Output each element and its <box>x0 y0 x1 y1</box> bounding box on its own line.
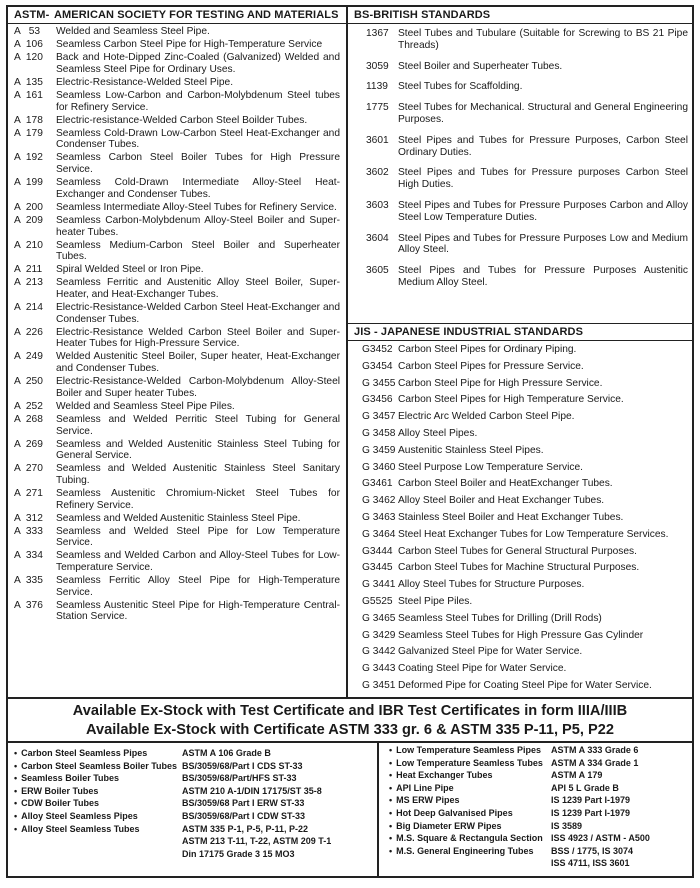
standard-description: Seamless Intermediate Alloy-Steel Tubes for Refinery Service. <box>56 201 337 213</box>
standard-code: A 161 <box>14 89 43 101</box>
standard-code: A 214 <box>14 302 43 314</box>
standard-description: Seamless and Welded Austenitic Stainless Steel Tubing for General Service. <box>56 438 340 462</box>
stock-row <box>379 769 692 782</box>
standard-code: 1139 <box>366 81 388 93</box>
standard-code: A 312 <box>14 512 43 524</box>
standard-code: A 269 <box>14 438 43 450</box>
product-name: • Heat Exchanger Tubes <box>379 769 551 782</box>
standard-description: Carbon Steel Tubes for General Structural Purposes. <box>398 545 637 557</box>
jis-row <box>348 596 692 608</box>
product-name: • M.S. General Engineering Tubes <box>379 845 551 870</box>
standard-description: Seamless Steel Tubes for Drilling (Drill Rods) <box>398 612 602 624</box>
standard-description: Seamless Low-Carbon and Carbon-Molybdenum Steel tubes for Refinery Service. <box>56 89 340 113</box>
standard-code: G 3451 <box>362 679 396 691</box>
product-name: • M.S. Square & Rectangula Section <box>379 832 551 845</box>
standard-code: G 3455 <box>362 377 396 389</box>
standard-code: A 333 <box>14 525 43 537</box>
astm-row <box>8 488 346 511</box>
astm-row <box>8 439 346 462</box>
standard-code: A 210 <box>14 239 43 251</box>
standard-description: Steel Pipes and Tubes for Pressure Purposes, Carbon Steel Ordinary Duties. <box>398 134 688 158</box>
astm-row <box>8 575 346 598</box>
jis-row <box>348 495 692 507</box>
stock-row <box>379 794 692 807</box>
jis-row <box>348 529 692 541</box>
astm-row <box>8 550 346 573</box>
jis-row <box>348 428 692 440</box>
right-column <box>348 7 692 697</box>
standard-code: G 3462 <box>362 495 396 507</box>
standard-code: 3604 <box>366 232 389 244</box>
product-standard: ASTM A 179 <box>551 770 603 781</box>
astm-row <box>8 115 346 127</box>
standard-description: Carbon Steel Pipes for High Temperature Service. <box>398 394 624 406</box>
astm-row <box>8 215 346 238</box>
product-name: • Low Temperature Seamless Pipes <box>379 744 551 757</box>
standard-description: Seamless Cold-Drawn Low-Carbon Steel Heat-Exchanger and Condenser Tubes. <box>56 127 340 151</box>
product-standard: ASTM A 333 Grade 6 <box>551 745 639 755</box>
standard-code: A 226 <box>14 326 43 338</box>
bs-row <box>348 167 692 191</box>
standard-description: Electric-resistance-Welded Carbon Steel Boilder Tubes. <box>56 114 308 126</box>
astm-section <box>8 7 348 697</box>
standard-description: Steel Pipes and Tubes for Pressure purposes Carbon Steel High Duties. <box>398 167 688 191</box>
stock-list-left <box>8 743 379 876</box>
jis-row <box>348 411 692 423</box>
jis-row <box>348 630 692 642</box>
standard-description: Austenitic Stainless Steel Pipes. <box>398 444 544 456</box>
standard-description: Steel Heat Exchanger Tubes for Low Temperature Services. <box>398 528 669 540</box>
product-standard: API 5 L Grade B <box>551 782 619 793</box>
bs-row <box>348 61 692 73</box>
astm-row <box>8 52 346 75</box>
standard-description: Deformed Pipe for Coating Steel Pipe for Water Service. <box>398 679 652 691</box>
banner-line-2: Available Ex-Stock with Certificate ASTM 333 gr. 6 & ASTM 335 P-11, P5, P22 <box>85 722 614 738</box>
bs-row <box>348 233 692 257</box>
astm-row <box>8 240 346 263</box>
standard-description: Seamless and Welded Steel Pipe for Low Temperature Service. <box>56 525 340 549</box>
standard-code: A 213 <box>14 277 43 289</box>
standard-code: A 199 <box>14 177 43 189</box>
standard-description: Seamless Cold-Drawn Intermediate Alloy-Steel Heat-Exchanger and Condenser Tubes. <box>56 177 340 200</box>
standard-code: G3456 <box>362 394 393 406</box>
standard-description: Stainless Steel Boiler and Heat Exchanger Tubes. <box>398 511 624 523</box>
bs-list <box>348 24 692 289</box>
product-name: • CDW Boiler Tubes <box>8 797 182 810</box>
product-name: • Hot Deep Galvanised Pipes <box>379 807 551 820</box>
jis-row <box>348 562 692 574</box>
standard-code: 3601 <box>366 134 389 146</box>
stock-row <box>379 820 692 833</box>
standard-description: Seamless and Welded Perritic Steel Tubing for General Service. <box>56 413 340 437</box>
standard-description: Carbon Steel Tubes for Machine Structural Purposes. <box>398 562 640 574</box>
standard-code: G5525 <box>362 595 393 607</box>
standard-description: Electric-Resistance-Welded Steel Pipe. <box>56 76 234 88</box>
astm-row <box>8 277 346 300</box>
jis-section <box>348 323 692 697</box>
standard-code: 3603 <box>366 199 389 211</box>
standard-description: Steel Pipes and Tubes for Pressure Purposes Low and Medium Alloy Steel. <box>398 232 688 256</box>
jis-row <box>348 613 692 625</box>
standard-code: A 249 <box>14 351 43 363</box>
standard-code: G3445 <box>362 562 393 574</box>
astm-row <box>8 264 346 276</box>
standard-description: Seamless Austenitic Steel Pipe for High-Temperature Central-Station Service. <box>56 599 340 623</box>
standard-code: A 211 <box>14 264 43 276</box>
standard-code: A 252 <box>14 400 43 412</box>
standard-code: G 3459 <box>362 444 396 456</box>
standard-code: G 3464 <box>362 528 396 540</box>
standard-description: Seamless Steel Tubes for High Pressure Gas Cylinder <box>398 629 644 641</box>
stock-row <box>379 744 692 757</box>
standard-code: G3444 <box>362 545 393 557</box>
standard-description: Carbon Steel Pipes for Pressure Service. <box>398 360 584 372</box>
standard-description: Welded Austenitic Steel Boiler, Super heater, Heat-Exchanger and Condenser Tubes. <box>56 351 340 375</box>
standard-code: 3602 <box>366 167 389 179</box>
bs-row <box>348 135 692 159</box>
product-name: • Alloy Steel Seamless Tubes <box>8 823 182 861</box>
standard-description: Coating Steel Pipe for Water Service. <box>398 663 567 675</box>
product-standard: ASTM A 106 Grade B <box>182 748 271 758</box>
standard-code: G 3442 <box>362 646 396 658</box>
jis-row <box>348 478 692 490</box>
stock-row <box>8 823 377 861</box>
stock-row <box>379 832 692 845</box>
standard-code: A 192 <box>14 152 43 164</box>
standard-description: Seamless Ferritic Alloy Steel Pipe for High-Temperature Service. <box>56 575 340 598</box>
standard-description: Steel Pipes and Tubes for Pressure Purposes Carbon and Alloy Steel Low Temperature Duties. <box>398 199 688 223</box>
standard-code: G 3463 <box>362 511 396 523</box>
stock-row <box>8 747 377 760</box>
standard-code: A 270 <box>14 463 43 475</box>
astm-row <box>8 302 346 325</box>
product-standard: BS/3059/68/Part/HFS ST-33 <box>182 773 297 784</box>
astm-row <box>8 513 346 525</box>
standard-description: Carbon Steel Pipes for Ordinary Piping. <box>398 344 577 355</box>
astm-row <box>8 90 346 113</box>
standard-description: Alloy Steel Tubes for Structure Purposes. <box>398 579 585 591</box>
product-standard: BS/3059/68 Part I ERW ST-33 <box>182 798 305 809</box>
standard-description: Steel Pipes and Tubes for Pressure Purposes Austenitic Medium Alloy Steel. <box>398 265 688 288</box>
standard-description: Steel Pipe Piles. <box>398 595 473 607</box>
standard-description: Welded and Seamless Steel Pipe. <box>56 26 210 37</box>
standard-description: Spiral Welded Steel or Iron Pipe. <box>56 264 204 276</box>
jis-heading: JIS - JAPANESE INDUSTRIAL STANDARDS <box>348 324 692 341</box>
astm-row <box>8 414 346 437</box>
product-standard: ASTM 335 P-1, P-5, P-11, P-22 ASTM 213 T-11, T-22, ASTM 209 T-1 Din 17175 Grade 3 15 MO3 <box>182 823 332 859</box>
astm-row <box>8 177 346 200</box>
standard-code: G 3465 <box>362 612 396 624</box>
standard-code: A 271 <box>14 487 43 499</box>
standard-code: G3452 <box>362 344 393 355</box>
standard-code: A 179 <box>14 127 43 139</box>
standard-code: G 3458 <box>362 427 396 439</box>
bs-row <box>348 265 692 289</box>
standard-description: Seamless and Welded Austenitic Stainless Steel Sanitary Tubing. <box>56 463 340 486</box>
stock-row <box>8 810 377 823</box>
jis-row <box>348 546 692 558</box>
standard-description: Carbon Steel Boiler and HeatExchanger Tubes. <box>398 478 613 490</box>
standard-code: 1367 <box>366 28 389 39</box>
standard-description: Seamless Austenitic Chromium-Nicket Steel Tubes for Refinery Service. <box>56 487 340 511</box>
standard-code: A 335 <box>14 575 43 587</box>
standard-description: Back and Hote-Dipped Zinc-Coaled (Galvanized) Welded and Seamless Steel Pipe for Ordinary Uses. <box>56 52 340 75</box>
product-name: • Seamless Boiler Tubes <box>8 772 182 785</box>
astm-heading <box>8 7 346 24</box>
astm-row <box>8 26 346 38</box>
standard-description: Welded and Seamless Steel Pipe Piles. <box>56 400 235 412</box>
astm-title: AMERICAN SOCIETY FOR TESTING AND MATERIALS <box>54 9 339 21</box>
astm-row <box>8 77 346 89</box>
standard-code: G 3457 <box>362 411 396 423</box>
product-standard: BS/3059/68/Part I CDS ST-33 <box>182 760 303 771</box>
standard-description: Seamless Ferritic and Austenitic Alloy Steel Boiler, Super-Heater, and Heat-Exchanger Tubes. <box>56 277 340 300</box>
astm-row <box>8 351 346 374</box>
standard-code: A 106 <box>14 39 43 51</box>
product-standard: ASTM 210 A-1/DIN 17175/ST 35-8 <box>182 785 322 796</box>
standard-code: 3059 <box>366 60 389 72</box>
standard-description: Carbon Steel Pipe for High Pressure Service. <box>398 377 603 389</box>
product-name: • Carbon Steel Seamless Boiler Tubes <box>8 760 182 773</box>
astm-row <box>8 202 346 214</box>
astm-row <box>8 401 346 413</box>
product-name: • Big Diameter ERW Pipes <box>379 820 551 833</box>
product-name: • Alloy Steel Seamless Pipes <box>8 810 182 823</box>
standard-description: Seamless Carbon Steel Pipe for High-Temperature Service <box>56 39 323 51</box>
jis-list <box>348 341 692 692</box>
standards-sheet <box>6 5 694 878</box>
stock-row <box>8 785 377 798</box>
astm-row <box>8 526 346 549</box>
standard-description: Seamless and Welded Austenitic Stainless Steel Pipe. <box>56 512 301 524</box>
product-name: • MS ERW Pipes <box>379 794 551 807</box>
standard-code: G 3429 <box>362 629 396 641</box>
standard-code: A 376 <box>14 599 43 611</box>
astm-row <box>8 463 346 486</box>
standard-code: G 3443 <box>362 663 396 675</box>
jis-row <box>348 663 692 675</box>
bs-heading: BS-BRITISH STANDARDS <box>348 7 692 24</box>
astm-row <box>8 39 346 51</box>
standard-description: Alloy Steel Boiler and Heat Exchanger Tubes. <box>398 495 605 507</box>
jis-row <box>348 680 692 692</box>
product-name: • Carbon Steel Seamless Pipes <box>8 747 182 760</box>
standard-code: A 334 <box>14 550 43 562</box>
stock-row <box>379 807 692 820</box>
stock-section <box>8 743 692 876</box>
standard-code: G 3460 <box>362 461 396 473</box>
bs-row <box>348 28 692 52</box>
standard-description: Electric-Resistance-Welded Carbon Steel Heat-Exchanger and Condenser Tubes. <box>56 302 340 325</box>
standard-code: G3454 <box>362 360 393 372</box>
jis-row <box>348 646 692 658</box>
jis-row <box>348 462 692 474</box>
astm-row <box>8 600 346 623</box>
standard-description: Steel Tubes and Tubulare (Suitable for Screwing to BS 21 Pipe Threads) <box>398 28 688 51</box>
stock-row <box>8 797 377 810</box>
product-standard: IS 3589 <box>551 820 583 831</box>
standard-code: G3461 <box>362 478 393 490</box>
bs-row <box>348 102 692 126</box>
standard-description: Steel Tubes for Scaffolding. <box>398 81 523 93</box>
stock-row <box>379 757 692 770</box>
astm-list <box>8 24 346 623</box>
astm-row <box>8 376 346 399</box>
standard-code: A 53 <box>14 26 41 37</box>
product-name: • Low Temperature Seamless Tubes <box>379 757 551 770</box>
standard-code: A 178 <box>14 114 43 126</box>
stock-row <box>379 782 692 795</box>
stock-row <box>379 845 692 870</box>
standard-description: Seamless Carbon Steel Boiler Tubes for High Pressure Service. <box>56 152 340 176</box>
bs-row <box>348 200 692 224</box>
standard-code: A 209 <box>14 214 43 226</box>
bs-row <box>348 81 692 93</box>
product-standard: BSS / 1775, IS 3074 ISS 4711, ISS 3601 <box>551 845 634 869</box>
standard-code: A 135 <box>14 76 43 88</box>
jis-row <box>348 394 692 406</box>
banner-line-1: Available Ex-Stock with Test Certificate and IBR Test Certificates in form IIIA/IIIB <box>72 703 628 719</box>
stock-row <box>8 760 377 773</box>
jis-row <box>348 445 692 457</box>
standard-code: G 3441 <box>362 579 396 591</box>
standard-code: A 268 <box>14 413 43 425</box>
standard-description: Seamless Carbon-Molybdenum Alloy-Steel Boiler and Super-heater Tubes. <box>56 214 340 238</box>
availability-banner <box>8 697 692 743</box>
standard-code: 1775 <box>366 102 389 114</box>
standard-description: Seamless Medium-Carbon Steel Boiler and Superheater Tubes. <box>56 239 340 263</box>
standards-tables <box>8 7 692 697</box>
standard-description: Electric-Resistance-Welded Carbon-Molybdenum Alloy-Steel Boiler and Super heater Tubes. <box>56 376 340 399</box>
standard-description: Seamless and Welded Carbon and Alloy-Steel Tubes for Low-Temperature Service. <box>56 550 340 574</box>
standard-code: 3605 <box>366 265 389 277</box>
product-standard: ISS 4923 / ASTM - A500 <box>551 833 650 844</box>
product-name: • API Line Pipe <box>379 782 551 795</box>
astm-code-heading: ASTM- <box>14 9 50 21</box>
standard-code: A 200 <box>14 201 43 213</box>
standard-description: Galvanized Steel Pipe for Water Service. <box>398 646 583 658</box>
astm-row <box>8 128 346 151</box>
standard-description: Steel Purpose Low Temperature Service. <box>398 461 583 473</box>
product-standard: ASTM A 334 Grade 1 <box>551 757 639 768</box>
jis-row <box>348 579 692 591</box>
product-standard: IS 1239 Part I-1979 <box>551 795 631 806</box>
jis-row <box>348 378 692 390</box>
standard-description: Alloy Steel Pipes. <box>398 427 478 439</box>
jis-row <box>348 361 692 373</box>
product-standard: BS/3059/68/Part I CDW ST-33 <box>182 810 306 821</box>
standard-description: Electric Arc Welded Carbon Steel Pipe. <box>398 411 575 423</box>
stock-row <box>8 772 377 785</box>
jis-row <box>348 344 692 356</box>
product-standard: IS 1239 Part I-1979 <box>551 807 631 818</box>
standard-code: A 250 <box>14 376 43 388</box>
product-name: • ERW Boiler Tubes <box>8 785 182 798</box>
astm-row <box>8 327 346 350</box>
standard-description: Steel Tubes for Mechanical. Structural and General Engineering Purposes. <box>398 102 688 125</box>
stock-list-right <box>379 743 692 877</box>
astm-row <box>8 152 346 175</box>
standard-description: Electric-Resistance Welded Carbon Steel Boiler and Super-Heater Tubes for High-Pressure Service. <box>56 326 340 350</box>
jis-row <box>348 512 692 524</box>
standard-description: Steel Boiler and Superheater Tubes. <box>398 60 563 72</box>
standard-code: A 120 <box>14 52 43 64</box>
